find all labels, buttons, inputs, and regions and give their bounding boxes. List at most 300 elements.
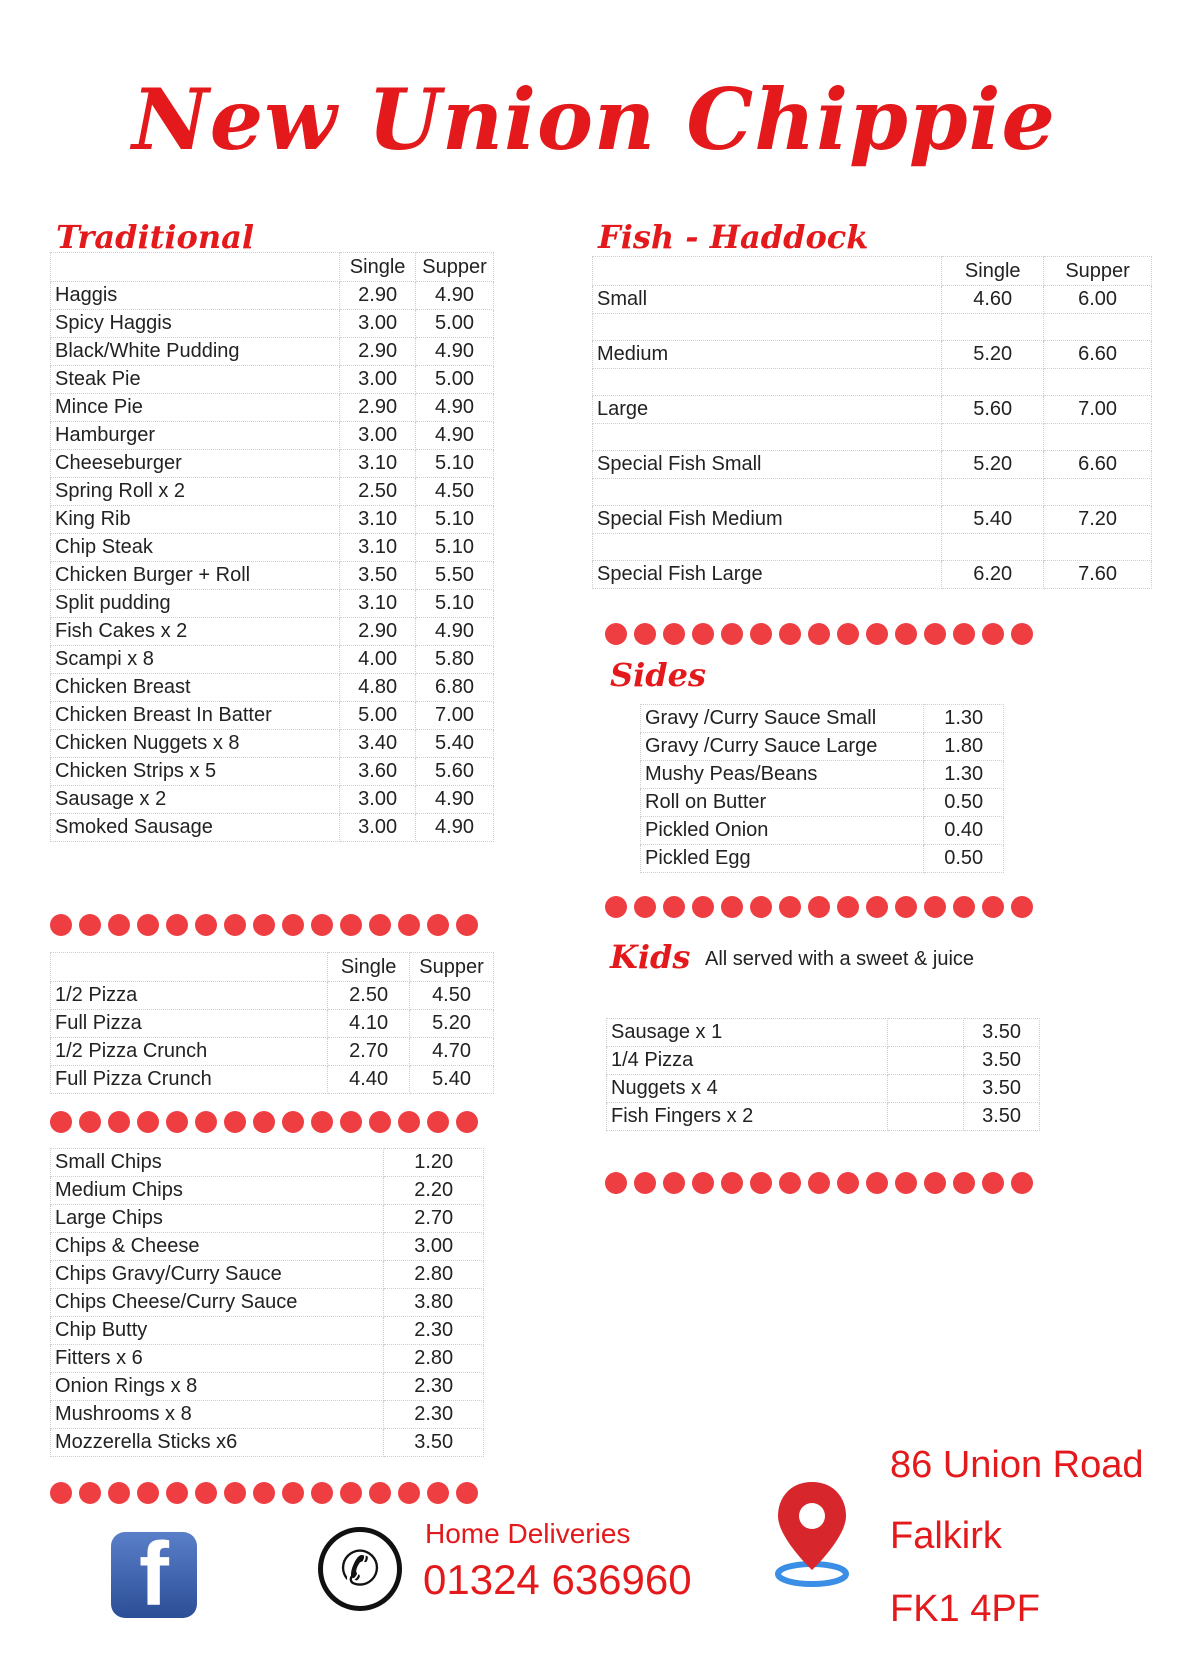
item-single: 5.20 — [942, 341, 1044, 369]
decorative-dot — [663, 623, 685, 645]
decorative-dot — [369, 1111, 391, 1133]
menu-row — [51, 394, 494, 422]
item-supper: 4.90 — [416, 338, 494, 366]
item-name: Gravy /Curry Sauce Small — [641, 705, 924, 733]
menu-row — [51, 1205, 484, 1233]
item-single: 6.20 — [942, 561, 1044, 589]
item-single: 2.50 — [340, 478, 416, 506]
spacer-row — [593, 534, 1152, 561]
menu-row — [51, 758, 494, 786]
item-single: 3.00 — [340, 814, 416, 842]
item-name: Chicken Burger + Roll — [51, 562, 340, 590]
item-supper: 5.10 — [416, 590, 494, 618]
decorative-dot — [779, 1172, 801, 1194]
item-name: Chips & Cheese — [51, 1233, 384, 1261]
decorative-dot — [982, 896, 1004, 918]
item-name: Large — [593, 396, 942, 424]
item-price: 0.40 — [924, 817, 1004, 845]
item-name: Full Pizza Crunch — [51, 1066, 328, 1094]
item-single: 3.10 — [340, 590, 416, 618]
decorative-dot — [837, 1172, 859, 1194]
decorative-dot — [311, 1111, 333, 1133]
decorative-dot — [427, 1482, 449, 1504]
decorative-dot — [895, 623, 917, 645]
menu-row — [51, 338, 494, 366]
item-supper: 4.50 — [410, 982, 494, 1010]
menu-row — [593, 396, 1152, 424]
decorative-dot — [166, 1111, 188, 1133]
item-name: Cheeseburger — [51, 450, 340, 478]
item-price: 0.50 — [924, 845, 1004, 873]
item-name: Scampi x 8 — [51, 646, 340, 674]
spacer-row — [593, 314, 1152, 341]
item-supper: 4.70 — [410, 1038, 494, 1066]
menu-row — [51, 1038, 494, 1066]
menu-row — [51, 534, 494, 562]
menu-row — [51, 618, 494, 646]
kids-heading: Kids — [610, 938, 691, 976]
dot-divider — [605, 896, 1040, 918]
item-name: 1/4 Pizza — [607, 1047, 888, 1075]
blank-cell — [942, 424, 1044, 451]
item-single: 3.50 — [340, 562, 416, 590]
decorative-dot — [195, 1482, 217, 1504]
decorative-dot — [779, 623, 801, 645]
menu-row — [593, 341, 1152, 369]
decorative-dot — [924, 1172, 946, 1194]
decorative-dot — [1011, 1172, 1033, 1194]
item-price: 3.00 — [384, 1233, 484, 1261]
item-price: 3.80 — [384, 1289, 484, 1317]
blank-cell — [888, 1075, 964, 1103]
item-name: Smoked Sausage — [51, 814, 340, 842]
item-single: 3.10 — [340, 534, 416, 562]
item-supper: 5.80 — [416, 646, 494, 674]
item-name: Spring Roll x 2 — [51, 478, 340, 506]
menu-row — [51, 786, 494, 814]
traditional-heading: Traditional — [56, 218, 255, 256]
table-header-row — [51, 253, 494, 282]
header-single: Single — [942, 257, 1044, 286]
menu-row — [51, 282, 494, 310]
decorative-dot — [340, 914, 362, 936]
sides-heading: Sides — [610, 656, 707, 694]
menu-row — [51, 982, 494, 1010]
item-single: 2.70 — [328, 1038, 410, 1066]
decorative-dot — [1011, 623, 1033, 645]
menu-row — [51, 506, 494, 534]
dot-divider — [50, 914, 485, 936]
item-price: 3.50 — [964, 1103, 1040, 1131]
item-supper: 4.90 — [416, 394, 494, 422]
item-supper: 6.80 — [416, 674, 494, 702]
decorative-dot — [282, 1482, 304, 1504]
decorative-dot — [50, 1111, 72, 1133]
decorative-dot — [398, 1482, 420, 1504]
address-line-2: Falkirk — [890, 1515, 1002, 1557]
item-supper: 5.10 — [416, 534, 494, 562]
item-supper: 7.20 — [1044, 506, 1152, 534]
decorative-dot — [953, 623, 975, 645]
item-single: 5.40 — [942, 506, 1044, 534]
item-name: Pickled Egg — [641, 845, 924, 873]
decorative-dot — [369, 914, 391, 936]
decorative-dot — [692, 623, 714, 645]
menu-row — [51, 1066, 494, 1094]
item-price: 3.50 — [964, 1075, 1040, 1103]
traditional-table — [50, 252, 494, 842]
item-price: 3.50 — [964, 1019, 1040, 1047]
item-price: 3.50 — [384, 1429, 484, 1457]
menu-row — [51, 590, 494, 618]
item-single: 4.00 — [340, 646, 416, 674]
address-line-3: FK1 4PF — [890, 1588, 1040, 1630]
menu-title: New Union Chippie — [131, 70, 1057, 169]
table-header-row — [593, 257, 1152, 286]
menu-row — [51, 478, 494, 506]
header-supper: Supper — [1044, 257, 1152, 286]
item-supper: 5.00 — [416, 366, 494, 394]
item-price: 2.30 — [384, 1401, 484, 1429]
menu-row — [51, 814, 494, 842]
item-single: 3.00 — [340, 310, 416, 338]
decorative-dot — [311, 914, 333, 936]
decorative-dot — [808, 896, 830, 918]
decorative-dot — [866, 1172, 888, 1194]
menu-row — [51, 1261, 484, 1289]
decorative-dot — [427, 1111, 449, 1133]
blank-cell — [1044, 534, 1152, 561]
item-name: Mince Pie — [51, 394, 340, 422]
decorative-dot — [866, 896, 888, 918]
menu-row — [641, 789, 1004, 817]
decorative-dot — [79, 914, 101, 936]
item-supper: 7.60 — [1044, 561, 1152, 589]
decorative-dot — [663, 896, 685, 918]
decorative-dot — [79, 1111, 101, 1133]
blank-cell — [888, 1019, 964, 1047]
item-price: 2.30 — [384, 1317, 484, 1345]
item-supper: 5.50 — [416, 562, 494, 590]
menu-row — [51, 422, 494, 450]
decorative-dot — [895, 896, 917, 918]
menu-row — [641, 761, 1004, 789]
item-supper: 6.60 — [1044, 451, 1152, 479]
decorative-dot — [750, 896, 772, 918]
decorative-dot — [398, 1111, 420, 1133]
blank-cell — [942, 479, 1044, 506]
blank-cell — [593, 314, 942, 341]
item-supper: 5.10 — [416, 450, 494, 478]
blank-cell — [942, 369, 1044, 396]
item-name: Fish Cakes x 2 — [51, 618, 340, 646]
item-supper: 4.90 — [416, 814, 494, 842]
decorative-dot — [692, 1172, 714, 1194]
menu-row — [641, 733, 1004, 761]
table-header-row — [51, 953, 494, 982]
spacer-row — [593, 424, 1152, 451]
decorative-dot — [808, 1172, 830, 1194]
item-name: Gravy /Curry Sauce Large — [641, 733, 924, 761]
item-name: Nuggets x 4 — [607, 1075, 888, 1103]
item-single: 3.40 — [340, 730, 416, 758]
decorative-dot — [340, 1482, 362, 1504]
item-price: 1.80 — [924, 733, 1004, 761]
decorative-dot — [721, 896, 743, 918]
decorative-dot — [137, 1111, 159, 1133]
header-blank — [593, 257, 942, 286]
decorative-dot — [456, 1111, 478, 1133]
decorative-dot — [137, 914, 159, 936]
decorative-dot — [253, 1482, 275, 1504]
decorative-dot — [982, 623, 1004, 645]
item-name: Chicken Nuggets x 8 — [51, 730, 340, 758]
item-name: Medium Chips — [51, 1177, 384, 1205]
item-name: Spicy Haggis — [51, 310, 340, 338]
blank-cell — [1044, 479, 1152, 506]
decorative-dot — [924, 623, 946, 645]
decorative-dot — [605, 623, 627, 645]
item-price: 1.30 — [924, 705, 1004, 733]
decorative-dot — [721, 1172, 743, 1194]
decorative-dot — [427, 914, 449, 936]
header-blank — [51, 953, 328, 982]
item-single: 3.60 — [340, 758, 416, 786]
item-single: 2.90 — [340, 618, 416, 646]
dot-divider — [50, 1111, 485, 1133]
menu-row — [51, 562, 494, 590]
item-single: 3.10 — [340, 450, 416, 478]
blank-cell — [888, 1103, 964, 1131]
decorative-dot — [79, 1482, 101, 1504]
item-name: Fitters x 6 — [51, 1345, 384, 1373]
item-name: Onion Rings x 8 — [51, 1373, 384, 1401]
menu-row — [593, 506, 1152, 534]
menu-row — [51, 310, 494, 338]
menu-row — [51, 450, 494, 478]
menu-row — [51, 1010, 494, 1038]
menu-row — [641, 817, 1004, 845]
menu-row — [607, 1103, 1040, 1131]
menu-row — [51, 1233, 484, 1261]
item-single: 2.90 — [340, 282, 416, 310]
item-name: Chips Gravy/Curry Sauce — [51, 1261, 384, 1289]
item-supper: 6.60 — [1044, 341, 1152, 369]
item-supper: 5.40 — [416, 730, 494, 758]
item-price: 2.20 — [384, 1177, 484, 1205]
decorative-dot — [692, 896, 714, 918]
decorative-dot — [808, 623, 830, 645]
item-name: Special Fish Medium — [593, 506, 942, 534]
decorative-dot — [224, 1111, 246, 1133]
item-name: Special Fish Large — [593, 561, 942, 589]
decorative-dot — [721, 623, 743, 645]
decorative-dot — [224, 1482, 246, 1504]
header-single: Single — [340, 253, 416, 282]
item-supper: 5.10 — [416, 506, 494, 534]
decorative-dot — [253, 1111, 275, 1133]
menu-row — [51, 366, 494, 394]
item-name: Fish Fingers x 2 — [607, 1103, 888, 1131]
decorative-dot — [108, 914, 130, 936]
dot-divider — [605, 623, 1040, 645]
item-supper: 5.20 — [410, 1010, 494, 1038]
item-supper: 7.00 — [1044, 396, 1152, 424]
item-name: Mushrooms x 8 — [51, 1401, 384, 1429]
item-price: 1.30 — [924, 761, 1004, 789]
item-name: Haggis — [51, 282, 340, 310]
decorative-dot — [195, 914, 217, 936]
menu-row — [51, 1177, 484, 1205]
menu-row — [641, 845, 1004, 873]
item-single: 3.00 — [340, 422, 416, 450]
menu-row — [607, 1047, 1040, 1075]
decorative-dot — [311, 1482, 333, 1504]
item-price: 0.50 — [924, 789, 1004, 817]
item-supper: 5.60 — [416, 758, 494, 786]
blank-cell — [593, 479, 942, 506]
blank-cell — [942, 534, 1044, 561]
header-single: Single — [328, 953, 410, 982]
kids-note: All served with a sweet & juice — [705, 948, 975, 970]
decorative-dot — [195, 1111, 217, 1133]
item-name: Steak Pie — [51, 366, 340, 394]
item-name: Special Fish Small — [593, 451, 942, 479]
decorative-dot — [750, 1172, 772, 1194]
item-name: Chips Cheese/Curry Sauce — [51, 1289, 384, 1317]
decorative-dot — [924, 896, 946, 918]
item-supper: 4.90 — [416, 422, 494, 450]
item-name: Chicken Strips x 5 — [51, 758, 340, 786]
item-name: 1/2 Pizza — [51, 982, 328, 1010]
item-name: King Rib — [51, 506, 340, 534]
item-single: 5.00 — [340, 702, 416, 730]
decorative-dot — [837, 623, 859, 645]
decorative-dot — [282, 914, 304, 936]
decorative-dot — [634, 1172, 656, 1194]
menu-row — [51, 702, 494, 730]
item-single: 4.10 — [328, 1010, 410, 1038]
menu-row — [51, 646, 494, 674]
item-supper: 4.90 — [416, 618, 494, 646]
item-supper: 4.90 — [416, 786, 494, 814]
item-single: 3.10 — [340, 506, 416, 534]
phone-number[interactable]: 01324 636960 — [423, 1556, 692, 1603]
decorative-dot — [340, 1111, 362, 1133]
menu-row — [51, 1289, 484, 1317]
decorative-dot — [982, 1172, 1004, 1194]
decorative-dot — [750, 623, 772, 645]
item-name: Chicken Breast — [51, 674, 340, 702]
header-supper: Supper — [416, 253, 494, 282]
item-single: 2.90 — [340, 338, 416, 366]
dot-divider — [605, 1172, 1040, 1194]
facebook-icon[interactable]: f — [111, 1532, 197, 1618]
item-single: 3.00 — [340, 786, 416, 814]
menu-row — [607, 1075, 1040, 1103]
decorative-dot — [50, 1482, 72, 1504]
decorative-dot — [953, 1172, 975, 1194]
decorative-dot — [456, 1482, 478, 1504]
decorative-dot — [663, 1172, 685, 1194]
item-single: 5.60 — [942, 396, 1044, 424]
item-name: 1/2 Pizza Crunch — [51, 1038, 328, 1066]
item-name: Chip Butty — [51, 1317, 384, 1345]
item-name: Mozzerella Sticks x6 — [51, 1429, 384, 1457]
fish-heading: Fish - Haddock — [598, 218, 869, 256]
blank-cell — [593, 369, 942, 396]
blank-cell — [593, 424, 942, 451]
menu-row — [593, 561, 1152, 589]
item-name: Large Chips — [51, 1205, 384, 1233]
decorative-dot — [634, 896, 656, 918]
address-line-1: 86 Union Road — [890, 1444, 1144, 1486]
item-name: Hamburger — [51, 422, 340, 450]
blank-cell — [593, 534, 942, 561]
item-price: 2.30 — [384, 1373, 484, 1401]
item-price: 3.50 — [964, 1047, 1040, 1075]
decorative-dot — [224, 914, 246, 936]
item-single: 2.90 — [340, 394, 416, 422]
header-supper: Supper — [410, 953, 494, 982]
decorative-dot — [398, 914, 420, 936]
item-name: Black/White Pudding — [51, 338, 340, 366]
menu-row — [593, 286, 1152, 314]
decorative-dot — [50, 914, 72, 936]
item-price: 2.80 — [384, 1345, 484, 1373]
kids-table — [606, 1018, 1040, 1131]
item-supper: 7.00 — [416, 702, 494, 730]
item-price: 2.80 — [384, 1261, 484, 1289]
menu-row — [51, 674, 494, 702]
item-single: 2.50 — [328, 982, 410, 1010]
pizza-table — [50, 952, 494, 1094]
decorative-dot — [456, 914, 478, 936]
item-single: 4.40 — [328, 1066, 410, 1094]
blank-cell — [1044, 369, 1152, 396]
spacer-row — [593, 369, 1152, 396]
menu-row — [51, 1317, 484, 1345]
item-name: Sausage x 2 — [51, 786, 340, 814]
blank-cell — [1044, 314, 1152, 341]
sides-table — [640, 704, 1004, 873]
item-name: Medium — [593, 341, 942, 369]
decorative-dot — [166, 1482, 188, 1504]
item-supper: 5.00 — [416, 310, 494, 338]
item-supper: 5.40 — [410, 1066, 494, 1094]
item-single: 4.80 — [340, 674, 416, 702]
item-name: Sausage x 1 — [607, 1019, 888, 1047]
decorative-dot — [866, 623, 888, 645]
item-supper: 4.50 — [416, 478, 494, 506]
decorative-dot — [779, 896, 801, 918]
decorative-dot — [108, 1482, 130, 1504]
blank-cell — [1044, 424, 1152, 451]
item-name: Split pudding — [51, 590, 340, 618]
menu-row — [51, 1373, 484, 1401]
decorative-dot — [108, 1111, 130, 1133]
decorative-dot — [895, 1172, 917, 1194]
header-blank — [51, 253, 340, 282]
decorative-dot — [369, 1482, 391, 1504]
menu-row — [51, 1401, 484, 1429]
decorative-dot — [953, 896, 975, 918]
item-supper: 6.00 — [1044, 286, 1152, 314]
spacer-row — [593, 479, 1152, 506]
decorative-dot — [1011, 896, 1033, 918]
menu-row — [641, 705, 1004, 733]
decorative-dot — [605, 1172, 627, 1194]
